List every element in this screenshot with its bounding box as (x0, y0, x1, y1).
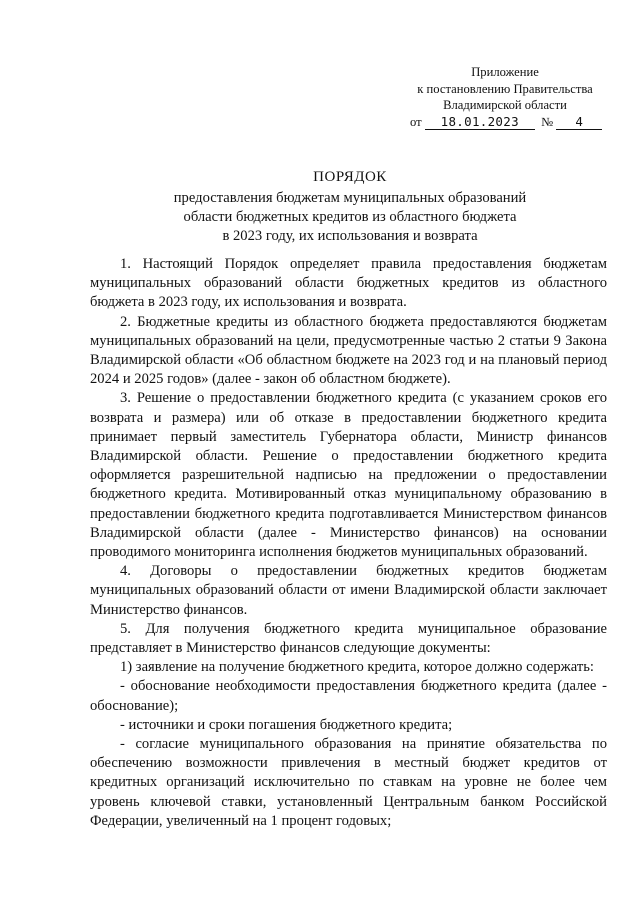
title-main: ПОРЯДОК (313, 169, 387, 185)
from-label: от (410, 114, 422, 129)
title-sub-1: предоставления бюджетам муниципальных образований (173, 190, 527, 206)
paragraph-4: 4. Договоры о предоставлении бюджетных кредитов бюджетам муниципальных образований области от имени Владимирской области заключает Министерство финансов. (90, 563, 607, 618)
paragraph-3: 3. Решение о предоставлении бюджетного кредита (с указанием сроков его возврата и размера) или об отказе в предоставлении бюджетного кредита принимает первый заместитель Губернатора области, Министр финансов Владимирской области. Решение о предоставлении бюджетного кредита оформляется разрешительной надписью на предложении о предоставлении бюджетного кредита. Мотивированный отказ муниципальному образованию в предоставлении бюджетного кредита подготавливается Министерством финансов Владимирской области (далее - Министерство финансов) на основании проводимого мониторинга исполнения бюджетов муниципальных образований. (90, 390, 607, 561)
document-body (90, 255, 607, 831)
paragraph-2: 2. Бюджетные кредиты из областного бюджета предоставляются бюджетам муниципальных образований на цели, предусмотренные частью 2 статьи 9 Закона Владимирской области «Об областном бюджете на 2023 год и на плановый период 2024 и 2025 годов» (далее - закон об областном бюджете). (90, 313, 607, 388)
appendix-header (390, 64, 620, 130)
list-subitem-justification: - обоснование необходимости предоставления бюджетного кредита (далее - обоснование); (90, 678, 607, 714)
list-subitem-sources: - источники и сроки погашения бюджетного кредита; (120, 716, 453, 733)
paragraph-1: 1. Настоящий Порядок определяет правила предоставления бюджетам муниципальных образований области бюджетных кредитов из областного бюджета в 2023 году, их использования и возврата. (90, 256, 607, 311)
list-subitem-consent: - согласие муниципального образования на принятие обязательства по обеспечению возможности привлечения в местный бюджет кредитов от кредитных организаций исключительно по ставкам на уровне не более чем уровень ключевой ставки, установленный Центральным банком Российской Федерации, увеличенный на 1 процент годовых; (90, 736, 607, 829)
title-sub-2: области бюджетных кредитов из областного бюджета (183, 209, 517, 225)
document-title (90, 168, 610, 246)
list-item-1: 1) заявление на получение бюджетного кредита, которое должно содержать: (120, 659, 594, 676)
decree-number: 4 (556, 115, 602, 130)
decree-number-line (410, 114, 620, 131)
appendix-region-label: Владимирской области (443, 98, 567, 112)
title-sub-3: в 2023 году, их использования и возврата (222, 228, 478, 244)
appendix-decree-label: к постановлению Правительства (417, 81, 593, 96)
paragraph-5: 5. Для получения бюджетного кредита муниципальное образование представляет в Министерство финансов следующие документы: (90, 620, 607, 657)
number-label: № (541, 114, 554, 129)
decree-date: 18.01.2023 (425, 115, 535, 130)
appendix-label: Приложение (471, 65, 539, 79)
